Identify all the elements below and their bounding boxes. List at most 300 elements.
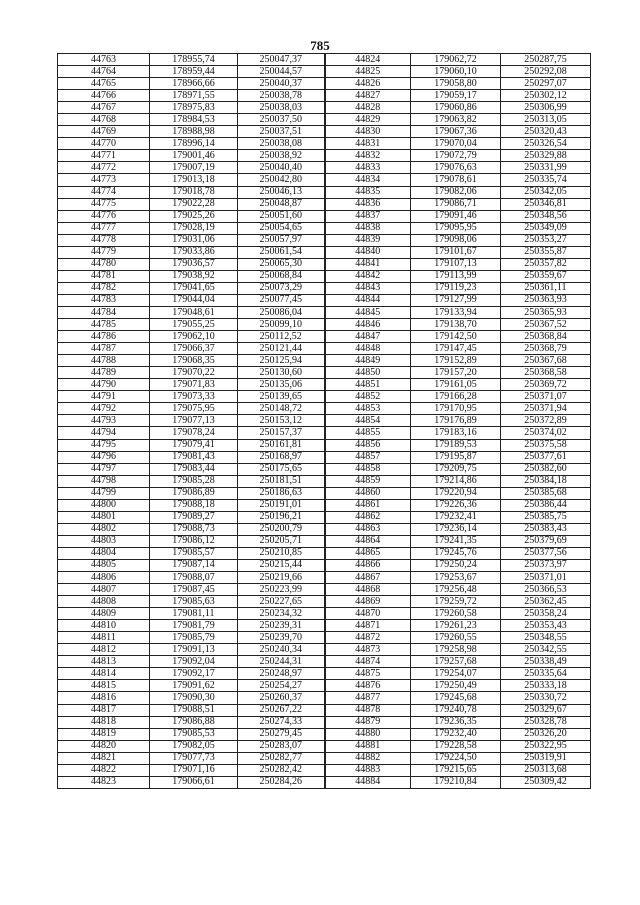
y-coordinate-cell: 250186,63 xyxy=(238,487,325,499)
point-number-cell: 44838 xyxy=(325,222,411,234)
point-number-cell: 44835 xyxy=(325,186,411,198)
y-coordinate-cell: 250037,50 xyxy=(238,114,325,126)
table-row xyxy=(58,294,591,306)
x-coordinate-cell: 178984,53 xyxy=(150,114,238,126)
y-coordinate-cell: 250168,97 xyxy=(238,451,325,463)
table-row xyxy=(58,343,591,355)
point-number-cell: 44781 xyxy=(58,270,150,282)
y-coordinate-cell: 250292,08 xyxy=(501,66,591,78)
x-coordinate-cell: 179076,63 xyxy=(411,162,501,174)
table-row xyxy=(58,331,591,343)
y-coordinate-cell: 250319,91 xyxy=(501,752,591,764)
x-coordinate-cell: 179133,94 xyxy=(411,306,501,318)
table-row xyxy=(58,90,591,102)
point-number-cell: 44810 xyxy=(58,620,150,632)
table-row xyxy=(58,306,591,318)
point-number-cell: 44792 xyxy=(58,403,150,415)
y-coordinate-cell: 250040,40 xyxy=(238,162,325,174)
y-coordinate-cell: 250191,01 xyxy=(238,499,325,511)
y-coordinate-cell: 250328,78 xyxy=(501,716,591,728)
x-coordinate-cell: 178971,55 xyxy=(150,90,238,102)
x-coordinate-cell: 179260,55 xyxy=(411,632,501,644)
y-coordinate-cell: 250148,72 xyxy=(238,403,325,415)
y-coordinate-cell: 250227,65 xyxy=(238,596,325,608)
x-coordinate-cell: 179072,79 xyxy=(411,150,501,162)
y-coordinate-cell: 250333,18 xyxy=(501,680,591,692)
y-coordinate-cell: 250355,87 xyxy=(501,246,591,258)
y-coordinate-cell: 250196,21 xyxy=(238,511,325,523)
y-coordinate-cell: 250284,26 xyxy=(238,776,325,788)
point-number-cell: 44837 xyxy=(325,210,411,222)
y-coordinate-cell: 250385,75 xyxy=(501,511,591,523)
point-number-cell: 44776 xyxy=(58,210,150,222)
x-coordinate-cell: 178966,66 xyxy=(150,78,238,90)
table-row xyxy=(58,222,591,234)
x-coordinate-cell: 179071,16 xyxy=(150,764,238,776)
x-coordinate-cell: 179176,89 xyxy=(411,415,501,427)
table-row xyxy=(58,644,591,656)
point-number-cell: 44791 xyxy=(58,391,150,403)
x-coordinate-cell: 179063,82 xyxy=(411,114,501,126)
y-coordinate-cell: 250386,44 xyxy=(501,499,591,511)
y-coordinate-cell: 250342,55 xyxy=(501,644,591,656)
point-number-cell: 44777 xyxy=(58,222,150,234)
table-row xyxy=(58,403,591,415)
point-number-cell: 44779 xyxy=(58,246,150,258)
x-coordinate-cell: 179220,94 xyxy=(411,487,501,499)
y-coordinate-cell: 250306,99 xyxy=(501,102,591,114)
point-number-cell: 44858 xyxy=(325,463,411,475)
x-coordinate-cell: 179240,78 xyxy=(411,704,501,716)
point-number-cell: 44808 xyxy=(58,596,150,608)
x-coordinate-cell: 179088,73 xyxy=(150,523,238,535)
y-coordinate-cell: 250375,58 xyxy=(501,439,591,451)
point-number-cell: 44832 xyxy=(325,150,411,162)
x-coordinate-cell: 179038,92 xyxy=(150,270,238,282)
point-number-cell: 44865 xyxy=(325,547,411,559)
point-number-cell: 44804 xyxy=(58,547,150,559)
table-row xyxy=(58,547,591,559)
point-number-cell: 44767 xyxy=(58,102,150,114)
table-row xyxy=(58,66,591,78)
point-number-cell: 44874 xyxy=(325,656,411,668)
x-coordinate-cell: 179007,19 xyxy=(150,162,238,174)
y-coordinate-cell: 250348,55 xyxy=(501,632,591,644)
table-row xyxy=(58,367,591,379)
table-row xyxy=(58,776,591,788)
table-row xyxy=(58,319,591,331)
x-coordinate-cell: 179257,68 xyxy=(411,656,501,668)
y-coordinate-cell: 250068,84 xyxy=(238,270,325,282)
x-coordinate-cell: 179245,68 xyxy=(411,692,501,704)
coordinates-table-body xyxy=(58,54,591,789)
y-coordinate-cell: 250322,95 xyxy=(501,740,591,752)
y-coordinate-cell: 250373,97 xyxy=(501,559,591,571)
point-number-cell: 44839 xyxy=(325,234,411,246)
x-coordinate-cell: 179085,63 xyxy=(150,596,238,608)
point-number-cell: 44882 xyxy=(325,752,411,764)
x-coordinate-cell: 179091,13 xyxy=(150,644,238,656)
y-coordinate-cell: 250329,88 xyxy=(501,150,591,162)
table-row xyxy=(58,559,591,571)
point-number-cell: 44852 xyxy=(325,391,411,403)
point-number-cell: 44784 xyxy=(58,306,150,318)
table-row xyxy=(58,439,591,451)
x-coordinate-cell: 179183,16 xyxy=(411,427,501,439)
y-coordinate-cell: 250038,03 xyxy=(238,102,325,114)
point-number-cell: 44840 xyxy=(325,246,411,258)
y-coordinate-cell: 250362,45 xyxy=(501,596,591,608)
point-number-cell: 44824 xyxy=(325,54,411,66)
y-coordinate-cell: 250348,56 xyxy=(501,210,591,222)
x-coordinate-cell: 179236,14 xyxy=(411,523,501,535)
x-coordinate-cell: 178996,14 xyxy=(150,138,238,150)
y-coordinate-cell: 250038,78 xyxy=(238,90,325,102)
y-coordinate-cell: 250371,01 xyxy=(501,572,591,584)
point-number-cell: 44872 xyxy=(325,632,411,644)
y-coordinate-cell: 250374,02 xyxy=(501,427,591,439)
point-number-cell: 44820 xyxy=(58,740,150,752)
x-coordinate-cell: 179119,23 xyxy=(411,282,501,294)
y-coordinate-cell: 250038,92 xyxy=(238,150,325,162)
point-number-cell: 44834 xyxy=(325,174,411,186)
x-coordinate-cell: 179078,61 xyxy=(411,174,501,186)
x-coordinate-cell: 179210,84 xyxy=(411,776,501,788)
table-row xyxy=(58,391,591,403)
point-number-cell: 44812 xyxy=(58,644,150,656)
y-coordinate-cell: 250139,65 xyxy=(238,391,325,403)
point-number-cell: 44765 xyxy=(58,78,150,90)
y-coordinate-cell: 250320,43 xyxy=(501,126,591,138)
table-row xyxy=(58,379,591,391)
point-number-cell: 44823 xyxy=(58,776,150,788)
y-coordinate-cell: 250297,07 xyxy=(501,78,591,90)
table-row xyxy=(58,632,591,644)
table-row xyxy=(58,584,591,596)
x-coordinate-cell: 179250,49 xyxy=(411,680,501,692)
y-coordinate-cell: 250358,24 xyxy=(501,608,591,620)
point-number-cell: 44794 xyxy=(58,427,150,439)
y-coordinate-cell: 250359,67 xyxy=(501,270,591,282)
x-coordinate-cell: 179228,58 xyxy=(411,740,501,752)
y-coordinate-cell: 250377,61 xyxy=(501,451,591,463)
point-number-cell: 44861 xyxy=(325,499,411,511)
x-coordinate-cell: 179044,04 xyxy=(150,294,238,306)
table-row xyxy=(58,511,591,523)
table-row xyxy=(58,704,591,716)
point-number-cell: 44801 xyxy=(58,511,150,523)
y-coordinate-cell: 250057,97 xyxy=(238,234,325,246)
point-number-cell: 44854 xyxy=(325,415,411,427)
x-coordinate-cell: 179236,35 xyxy=(411,716,501,728)
x-coordinate-cell: 179085,28 xyxy=(150,475,238,487)
point-number-cell: 44842 xyxy=(325,270,411,282)
point-number-cell: 44856 xyxy=(325,439,411,451)
x-coordinate-cell: 179059,17 xyxy=(411,90,501,102)
x-coordinate-cell: 179070,22 xyxy=(150,367,238,379)
table-row xyxy=(58,270,591,282)
point-number-cell: 44853 xyxy=(325,403,411,415)
point-number-cell: 44788 xyxy=(58,355,150,367)
y-coordinate-cell: 250279,45 xyxy=(238,728,325,740)
y-coordinate-cell: 250372,89 xyxy=(501,415,591,427)
table-row xyxy=(58,523,591,535)
x-coordinate-cell: 179161,05 xyxy=(411,379,501,391)
point-number-cell: 44798 xyxy=(58,475,150,487)
point-number-cell: 44770 xyxy=(58,138,150,150)
y-coordinate-cell: 250215,44 xyxy=(238,559,325,571)
point-number-cell: 44843 xyxy=(325,282,411,294)
y-coordinate-cell: 250353,43 xyxy=(501,620,591,632)
point-number-cell: 44875 xyxy=(325,668,411,680)
y-coordinate-cell: 250367,68 xyxy=(501,355,591,367)
table-row xyxy=(58,716,591,728)
y-coordinate-cell: 250244,31 xyxy=(238,656,325,668)
y-coordinate-cell: 250353,27 xyxy=(501,234,591,246)
point-number-cell: 44863 xyxy=(325,523,411,535)
x-coordinate-cell: 179254,07 xyxy=(411,668,501,680)
y-coordinate-cell: 250379,69 xyxy=(501,535,591,547)
point-number-cell: 44879 xyxy=(325,716,411,728)
x-coordinate-cell: 179083,44 xyxy=(150,463,238,475)
table-row xyxy=(58,258,591,270)
point-number-cell: 44831 xyxy=(325,138,411,150)
x-coordinate-cell: 179060,10 xyxy=(411,66,501,78)
x-coordinate-cell: 179082,05 xyxy=(150,740,238,752)
table-row xyxy=(58,740,591,752)
point-number-cell: 44786 xyxy=(58,331,150,343)
y-coordinate-cell: 250086,04 xyxy=(238,306,325,318)
y-coordinate-cell: 250254,27 xyxy=(238,680,325,692)
point-number-cell: 44868 xyxy=(325,584,411,596)
y-coordinate-cell: 250302,12 xyxy=(501,90,591,102)
point-number-cell: 44809 xyxy=(58,608,150,620)
point-number-cell: 44877 xyxy=(325,692,411,704)
x-coordinate-cell: 179170,95 xyxy=(411,403,501,415)
point-number-cell: 44789 xyxy=(58,367,150,379)
x-coordinate-cell: 179060,86 xyxy=(411,102,501,114)
y-coordinate-cell: 250368,58 xyxy=(501,367,591,379)
y-coordinate-cell: 250361,11 xyxy=(501,282,591,294)
point-number-cell: 44849 xyxy=(325,355,411,367)
x-coordinate-cell: 179086,88 xyxy=(150,716,238,728)
point-number-cell: 44790 xyxy=(58,379,150,391)
y-coordinate-cell: 250346,81 xyxy=(501,198,591,210)
y-coordinate-cell: 250367,52 xyxy=(501,319,591,331)
y-coordinate-cell: 250223,99 xyxy=(238,584,325,596)
x-coordinate-cell: 179258,98 xyxy=(411,644,501,656)
y-coordinate-cell: 250205,71 xyxy=(238,535,325,547)
y-coordinate-cell: 250313,05 xyxy=(501,114,591,126)
x-coordinate-cell: 179025,26 xyxy=(150,210,238,222)
y-coordinate-cell: 250267,22 xyxy=(238,704,325,716)
y-coordinate-cell: 250099,10 xyxy=(238,319,325,331)
y-coordinate-cell: 250157,37 xyxy=(238,427,325,439)
y-coordinate-cell: 250326,20 xyxy=(501,728,591,740)
x-coordinate-cell: 179070,04 xyxy=(411,138,501,150)
y-coordinate-cell: 250342,05 xyxy=(501,186,591,198)
y-coordinate-cell: 250368,84 xyxy=(501,331,591,343)
table-row xyxy=(58,282,591,294)
point-number-cell: 44876 xyxy=(325,680,411,692)
x-coordinate-cell: 179085,53 xyxy=(150,728,238,740)
y-coordinate-cell: 250283,07 xyxy=(238,740,325,752)
x-coordinate-cell: 179089,27 xyxy=(150,511,238,523)
y-coordinate-cell: 250248,97 xyxy=(238,668,325,680)
x-coordinate-cell: 179067,36 xyxy=(411,126,501,138)
x-coordinate-cell: 179031,06 xyxy=(150,234,238,246)
table-row xyxy=(58,126,591,138)
x-coordinate-cell: 179071,83 xyxy=(150,379,238,391)
table-row xyxy=(58,174,591,186)
point-number-cell: 44800 xyxy=(58,499,150,511)
point-number-cell: 44768 xyxy=(58,114,150,126)
y-coordinate-cell: 250061,54 xyxy=(238,246,325,258)
x-coordinate-cell: 179215,65 xyxy=(411,764,501,776)
y-coordinate-cell: 250073,29 xyxy=(238,282,325,294)
point-number-cell: 44841 xyxy=(325,258,411,270)
y-coordinate-cell: 250046,13 xyxy=(238,186,325,198)
point-number-cell: 44764 xyxy=(58,66,150,78)
point-number-cell: 44811 xyxy=(58,632,150,644)
point-number-cell: 44772 xyxy=(58,162,150,174)
y-coordinate-cell: 250384,18 xyxy=(501,475,591,487)
x-coordinate-cell: 179232,40 xyxy=(411,728,501,740)
y-coordinate-cell: 250175,65 xyxy=(238,463,325,475)
x-coordinate-cell: 179214,86 xyxy=(411,475,501,487)
point-number-cell: 44871 xyxy=(325,620,411,632)
x-coordinate-cell: 179081,11 xyxy=(150,608,238,620)
point-number-cell: 44773 xyxy=(58,174,150,186)
table-row xyxy=(58,198,591,210)
y-coordinate-cell: 250366,53 xyxy=(501,584,591,596)
point-number-cell: 44827 xyxy=(325,90,411,102)
x-coordinate-cell: 178975,83 xyxy=(150,102,238,114)
y-coordinate-cell: 250065,30 xyxy=(238,258,325,270)
point-number-cell: 44771 xyxy=(58,150,150,162)
point-number-cell: 44845 xyxy=(325,306,411,318)
x-coordinate-cell: 179253,67 xyxy=(411,572,501,584)
point-number-cell: 44873 xyxy=(325,644,411,656)
x-coordinate-cell: 179142,50 xyxy=(411,331,501,343)
table-row xyxy=(58,246,591,258)
point-number-cell: 44860 xyxy=(325,487,411,499)
point-number-cell: 44862 xyxy=(325,511,411,523)
table-row xyxy=(58,668,591,680)
y-coordinate-cell: 250383,43 xyxy=(501,523,591,535)
x-coordinate-cell: 179066,37 xyxy=(150,343,238,355)
point-number-cell: 44783 xyxy=(58,294,150,306)
point-number-cell: 44825 xyxy=(325,66,411,78)
y-coordinate-cell: 250040,37 xyxy=(238,78,325,90)
table-row xyxy=(58,475,591,487)
table-row xyxy=(58,572,591,584)
x-coordinate-cell: 179166,28 xyxy=(411,391,501,403)
point-number-cell: 44805 xyxy=(58,559,150,571)
point-number-cell: 44818 xyxy=(58,716,150,728)
point-number-cell: 44782 xyxy=(58,282,150,294)
y-coordinate-cell: 250329,67 xyxy=(501,704,591,716)
point-number-cell: 44880 xyxy=(325,728,411,740)
table-row xyxy=(58,692,591,704)
table-row xyxy=(58,656,591,668)
point-number-cell: 44826 xyxy=(325,78,411,90)
x-coordinate-cell: 179259,72 xyxy=(411,596,501,608)
point-number-cell: 44816 xyxy=(58,692,150,704)
x-coordinate-cell: 179058,80 xyxy=(411,78,501,90)
y-coordinate-cell: 250153,12 xyxy=(238,415,325,427)
x-coordinate-cell: 179081,43 xyxy=(150,451,238,463)
point-number-cell: 44799 xyxy=(58,487,150,499)
x-coordinate-cell: 179068,35 xyxy=(150,355,238,367)
point-number-cell: 44796 xyxy=(58,451,150,463)
x-coordinate-cell: 179241,35 xyxy=(411,535,501,547)
page-number: 785 xyxy=(310,38,330,53)
point-number-cell: 44836 xyxy=(325,198,411,210)
y-coordinate-cell: 250121,44 xyxy=(238,343,325,355)
table-row xyxy=(58,535,591,547)
table-row xyxy=(58,162,591,174)
y-coordinate-cell: 250130,60 xyxy=(238,367,325,379)
y-coordinate-cell: 250038,08 xyxy=(238,138,325,150)
point-number-cell: 44814 xyxy=(58,668,150,680)
x-coordinate-cell: 179062,72 xyxy=(411,54,501,66)
x-coordinate-cell: 179001,46 xyxy=(150,150,238,162)
point-number-cell: 44763 xyxy=(58,54,150,66)
table-row xyxy=(58,186,591,198)
x-coordinate-cell: 179018,78 xyxy=(150,186,238,198)
y-coordinate-cell: 250282,77 xyxy=(238,752,325,764)
x-coordinate-cell: 179077,13 xyxy=(150,415,238,427)
x-coordinate-cell: 179087,14 xyxy=(150,559,238,571)
y-coordinate-cell: 250125,94 xyxy=(238,355,325,367)
x-coordinate-cell: 179195,87 xyxy=(411,451,501,463)
y-coordinate-cell: 250210,85 xyxy=(238,547,325,559)
x-coordinate-cell: 178955,74 xyxy=(150,54,238,66)
point-number-cell: 44793 xyxy=(58,415,150,427)
y-coordinate-cell: 250331,99 xyxy=(501,162,591,174)
x-coordinate-cell: 178988,98 xyxy=(150,126,238,138)
y-coordinate-cell: 250357,82 xyxy=(501,258,591,270)
table-row xyxy=(58,234,591,246)
y-coordinate-cell: 250047,37 xyxy=(238,54,325,66)
table-row xyxy=(58,427,591,439)
table-row xyxy=(58,463,591,475)
y-coordinate-cell: 250282,42 xyxy=(238,764,325,776)
x-coordinate-cell: 179062,10 xyxy=(150,331,238,343)
point-number-cell: 44766 xyxy=(58,90,150,102)
x-coordinate-cell: 179091,46 xyxy=(411,210,501,222)
x-coordinate-cell: 179091,62 xyxy=(150,680,238,692)
x-coordinate-cell: 179261,23 xyxy=(411,620,501,632)
x-coordinate-cell: 179209,75 xyxy=(411,463,501,475)
x-coordinate-cell: 178959,44 xyxy=(150,66,238,78)
x-coordinate-cell: 179036,57 xyxy=(150,258,238,270)
point-number-cell: 44780 xyxy=(58,258,150,270)
point-number-cell: 44870 xyxy=(325,608,411,620)
x-coordinate-cell: 179022,28 xyxy=(150,198,238,210)
y-coordinate-cell: 250363,93 xyxy=(501,294,591,306)
table-row xyxy=(58,451,591,463)
point-number-cell: 44864 xyxy=(325,535,411,547)
point-number-cell: 44866 xyxy=(325,559,411,571)
table-row xyxy=(58,752,591,764)
point-number-cell: 44822 xyxy=(58,764,150,776)
point-number-cell: 44815 xyxy=(58,680,150,692)
point-number-cell: 44775 xyxy=(58,198,150,210)
point-number-cell: 44867 xyxy=(325,572,411,584)
point-number-cell: 44778 xyxy=(58,234,150,246)
